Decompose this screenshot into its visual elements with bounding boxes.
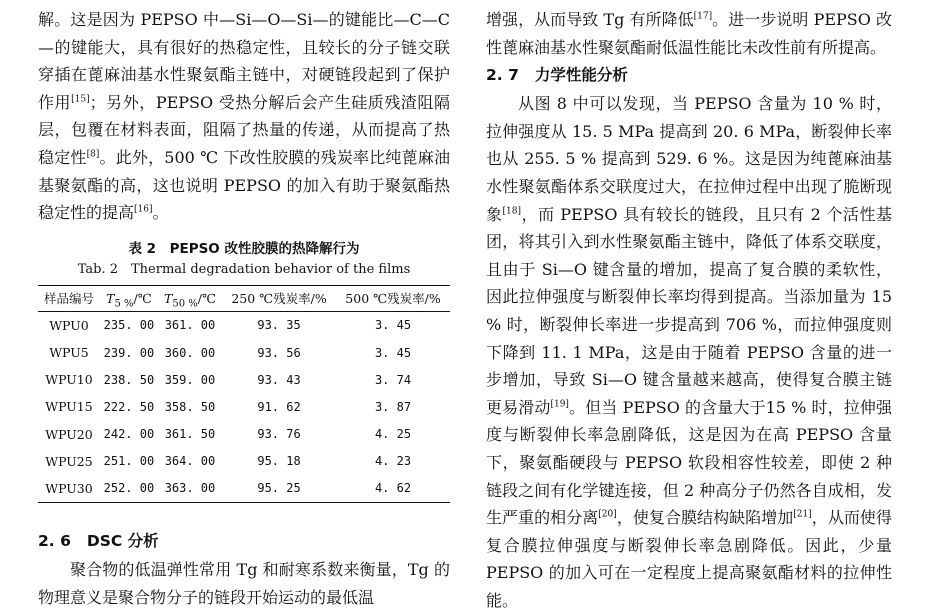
citation: [15] — [71, 94, 90, 105]
citation: [16] — [134, 204, 153, 215]
table-caption-en: Tab. 2 Thermal degradation behavior of the films — [77, 261, 411, 277]
header-residue-250: 250 ℃残炭率/% — [222, 285, 336, 311]
header-t5: $T_{5 \%}/℃$ — [100, 285, 158, 311]
left-paragraph-dsc: 聚合物的低温弹性常用 Tg 和耐寒系数来衡量，Tg 的物理意义是聚合物分子的链段开始运动的最低温 — [38, 560, 450, 607]
table-row: WPU30 252. 00 363. 00 95. 25 4. 62 — [38, 475, 450, 503]
citation: [19] — [550, 399, 569, 410]
right-column — [486, 6, 892, 614]
table-row: WPU20 242. 00 361. 50 93. 76 4. 25 — [45, 426, 412, 442]
section-heading-dsc: 2. 6 DSC 分析 — [38, 532, 159, 551]
table-row: WPU15 222. 50 358. 50 91. 62 3. 87 — [45, 399, 412, 415]
table-row: WPU5 239. 00 360. 00 93. 56 3. 45 — [49, 345, 412, 361]
citation: [18] — [502, 206, 522, 217]
table-header-row — [38, 285, 450, 311]
thermal-degradation-table — [38, 285, 450, 503]
table-row: WPU10 238. 50 359. 00 93. 43 3. 74 — [45, 372, 412, 388]
section-heading-mechanical: 2. 7 力学性能分析 — [486, 66, 628, 85]
left-paragraph-thermal-stability: 解。这是因为 PEPSO 中—Si—O—Si—的键能比—C—C—的键能大，具有很好的热稳定性，且较长的分子链交联穿插在蓖麻油基水性聚氨酯主链中，对硬链段起到了保护作用[15]；另外，PEPSO 受热分解后会产生硅质残渣阻隔层，包覆在材料表面，阻隔了热量的传递，从而提高了热稳定性[8]。此外，500 ℃ 下改性胶膜的残炭率比纯蓖麻油基聚氨酯的高，这也说明 PEPSO 的加入有助于聚氨酯热稳定性的提高[16]。 — [38, 10, 450, 223]
header-t50: $T_{50 \%}/℃$ — [158, 285, 222, 311]
right-paragraph-mechanical: 从图 8 中可以发现，当 PEPSO 含量为 10 % 时，拉伸强度从 15. 5 MPa 提高到 20. 6 MPa，断裂伸长率也从 255. 5 % 提高到 529. 6 %。这是因为纯蓖麻油基水性聚氨酯体系交联度过大，在拉伸过程中出现了脆断现象[18]，而 PEPSO 具有较长的链段，且只有 2 个活性基团，将其引入到水性聚氨酯主链中，降低了体系交联度，且由于 Si—O 键含量的增加，提高了复合膜的柔软性，因此拉伸强度与断裂伸长率均得到提高。当添加量为 15 % 时，断裂伸长率进一步提高到 706 %，而拉伸强度则下降到 11. 1 MPa，这是由于随着 PEPSO 含量的进一步增加，导致 Si—O 键含量越来越高，使得复合膜主链更易滑动[19]。但当 PEPSO 的含量大于15 % 时，拉伸强度与断裂伸长率急剧降低，这是因为在高 PEPSO 含量下，聚氨酯硬段与 PEPSO 软段相容性较差，即使 2 种链段之间有化学键连接，但 2 种高分子仍然各自成相，发生严重的相分离[20]，使复合膜结构缺陷增加[21]，从而使得复合膜拉伸强度与断裂伸长率急剧降低。因此，少量 PEPSO 的加入可在一定程度上提高聚氨酯材料的拉伸性能。 — [486, 94, 892, 610]
table-row: WPU0 235. 00 361. 00 93. 35 3. 45 — [49, 317, 412, 333]
header-residue-500: 500 ℃残炭率/% — [336, 285, 450, 311]
table-caption-cn: 表 2 PEPSO 改性胶膜的热降解行为 — [128, 240, 360, 257]
header-sample: 样品编号 — [38, 285, 100, 311]
table-row: WPU25 251. 00 364. 00 95. 18 4. 23 — [45, 453, 412, 469]
citation: [8] — [86, 149, 100, 160]
right-paragraph-tg: 增强，从而导致 Tg 有所降低[17]。进一步说明 PEPSO 改性蓖麻油基水性聚氨酯耐低温性能比未改性前有所提高。 — [486, 10, 892, 57]
citation: [17] — [693, 11, 713, 22]
left-column — [38, 6, 450, 611]
citation: [21] — [793, 509, 812, 520]
citation: [20] — [598, 509, 617, 520]
